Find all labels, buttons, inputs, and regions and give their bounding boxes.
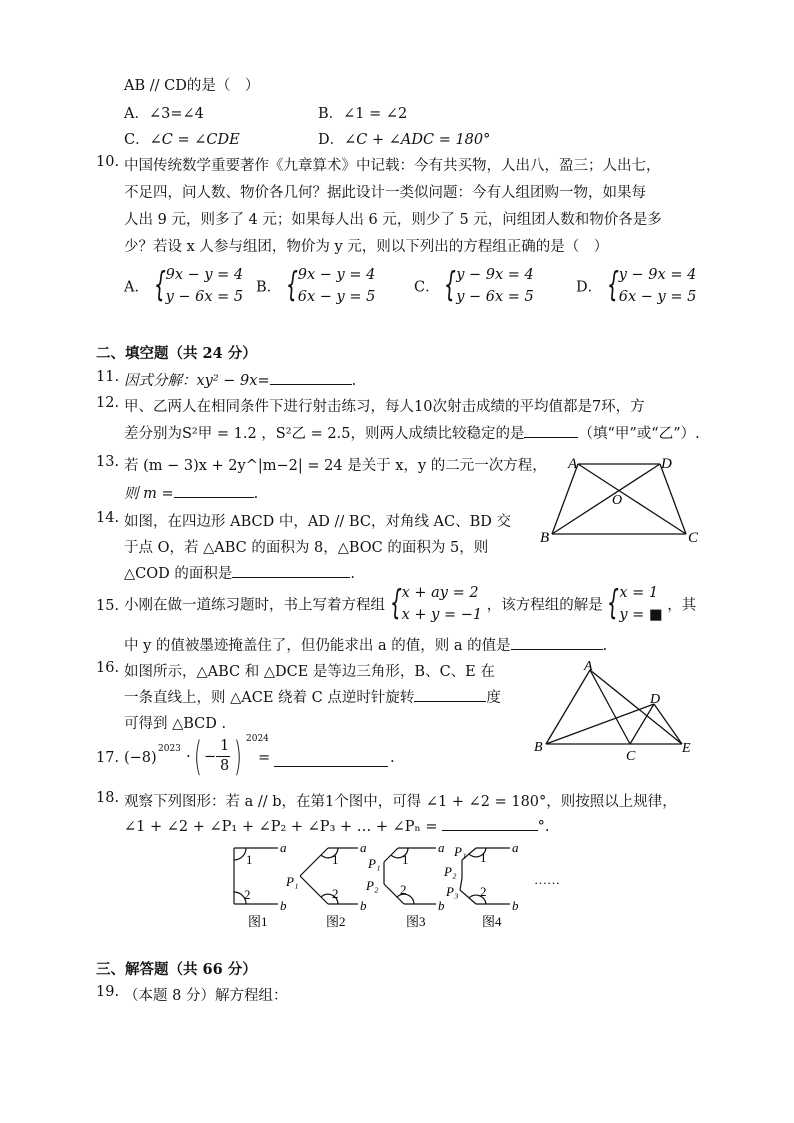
fig4-caption: 图4: [482, 914, 502, 929]
q16-line-1: 如图所示，△ABC 和 △DCE 是等边三角形，B、C、E 在: [124, 664, 495, 680]
label-o: O: [612, 493, 623, 508]
q9-option-c: C．∠C = ∠CDE: [124, 132, 240, 148]
fig18-ellipsis: ……: [534, 872, 560, 887]
q9-option-d: D．∠C + ∠ADC = 180°: [318, 132, 491, 148]
edge-de: [654, 704, 682, 744]
edge-ab: [552, 464, 578, 534]
q16-line-3: 可得到 △BCD .: [124, 716, 227, 732]
q14-line-2: 于点 O，若 △ABC 的面积为 8，△BOC 的面积为 5，则: [124, 540, 489, 556]
q10-option-a: A． { 9x − y = 4 y − 6x = 5: [124, 265, 244, 305]
q18-answer-blank[interactable]: [442, 816, 538, 831]
label-e: E: [682, 741, 691, 756]
fig3-angle-1: 1: [402, 852, 409, 867]
diagonal-ac: [578, 464, 686, 534]
fig4-angle-2: 2: [480, 884, 487, 899]
fig3-label-b: b: [438, 898, 445, 913]
fig3-label-p1: P₁: [368, 856, 381, 871]
fig2-angle-1: 1: [332, 852, 339, 867]
q9-stem-end: AB // CD的是（ ）: [124, 78, 260, 94]
q9-option-a: A．∠3=∠4: [124, 106, 204, 122]
fig3-caption: 图3: [406, 914, 426, 929]
label-c: C: [688, 530, 699, 544]
edge-ac: [590, 670, 630, 744]
fig2-caption: 图2: [326, 914, 346, 929]
q11-number: 11.: [96, 369, 120, 385]
q18-line-2: ∠1 + ∠2 + ∠P₁ + ∠P₂ + ∠P₃ + … + ∠Pₙ = °.: [124, 816, 549, 835]
fig1-label-b: b: [280, 898, 287, 913]
fig4-label-p3: P₃: [446, 884, 459, 899]
q15-line-1: 小刚在做一道练习题时，书上写着方程组 { x + ay = 2 x + y = −1 ，该方程组的解是 { x = 1 y = ■ ，其: [124, 582, 696, 626]
q14-line-3: △COD 的面积是 .: [124, 562, 355, 583]
q10-line-4: 少？若设 x 人参与组团，物价为 y 元，则以下列出的方程组正确的是（ ）: [124, 239, 609, 255]
q14-line-1: 如图，在四边形 ABCD 中，AD // BC，对角线 AC、BD 交: [124, 514, 512, 530]
q19-number: 19.: [96, 984, 120, 1000]
q10-option-c: C． { y − 9x = 4 y − 6x = 5: [414, 265, 534, 305]
fig1-angle-2: 2: [244, 887, 251, 902]
label-b: B: [540, 530, 550, 544]
q12-answer-blank[interactable]: [524, 423, 578, 438]
q13-number: 13.: [96, 454, 120, 470]
q10-number: 10.: [96, 154, 120, 170]
q15-number: 15.: [96, 598, 120, 614]
label-d: D: [661, 456, 672, 472]
fig4-label-p2: P₂: [444, 864, 457, 879]
q17-answer-blank[interactable]: [274, 752, 388, 767]
q18-line-1: 观察下列图形：若 a // b，在第1个图中，可得 ∠1 + ∠2 = 180°，则按照以上规律，: [124, 794, 677, 810]
q13-line-1: 若 (m − 3)x + 2y^|m−2| = 24 是关于 x，y 的二元一次方程，: [124, 458, 547, 474]
q18-number: 18.: [96, 790, 120, 806]
q14-number: 14.: [96, 510, 120, 526]
fig1-angle-1: 1: [246, 852, 253, 867]
label-b: B: [534, 740, 543, 755]
q15-line-2: 中 y 的值被墨迹掩盖住了，但仍能求出 a 的值，则 a 的值是 .: [124, 634, 607, 655]
q10-line-3: 人出 9 元，则多了 4 元；如果每人出 6 元，则少了 5 元，问组团人数和物价各是多: [124, 212, 662, 228]
fig3-label-a: a: [438, 840, 445, 855]
section-2-title: 二、填空题（共 24 分）: [96, 345, 257, 362]
q13-answer-blank[interactable]: [174, 483, 254, 498]
fig2-label-b: b: [360, 898, 367, 913]
q13-line-2: 则 m = .: [124, 482, 258, 503]
q15-equation-system: { x + ay = 2 x + y = −1: [389, 583, 483, 623]
q11-text: 因式分解：xy² − 9x= .: [124, 369, 356, 390]
q12-line-1: 甲、乙两人在相同条件下进行射击练习，每人10次射击成绩的平均值都是7环，方: [124, 399, 645, 415]
fig2-angle-2: 2: [332, 886, 339, 901]
fig3-angle-2: 2: [400, 882, 407, 897]
fig2-label-a: a: [360, 840, 367, 855]
edge-cd: [630, 704, 654, 744]
section-3-title: 三、解答题（共 66 分）: [96, 961, 257, 978]
q11-answer-blank[interactable]: [270, 370, 352, 385]
q10-line-2: 不足四，问人数、物价各几何？据此设计一类似问题：今有人组团购一物，如果每: [124, 185, 646, 201]
edge-ab: [546, 670, 590, 744]
q9-option-b: B．∠1 = ∠2: [318, 106, 408, 122]
q16-triangles-figure: [532, 658, 702, 762]
edge-dc: [660, 464, 686, 534]
label-d: D: [650, 692, 661, 707]
q10-line-1: 中国传统数学重要著作《九章算术》中记载：今有共买物，人出八，盈三；人出七，: [124, 158, 661, 174]
segment-bd: [546, 704, 654, 744]
fig3-label-p2: P₂: [366, 878, 379, 893]
q17-number: 17.: [96, 750, 120, 766]
q18-figures: [228, 838, 568, 930]
q10-option-d: D． { y − 9x = 4 6x − y = 5: [576, 265, 697, 305]
q16-number: 16.: [96, 660, 120, 676]
q19-text: （本题 8 分）解方程组：: [124, 988, 288, 1004]
diagonal-bd: [552, 464, 660, 534]
q15-answer-blank[interactable]: [511, 635, 603, 650]
label-c: C: [626, 749, 636, 762]
q16-line-2: 一条直线上，则 △ACE 绕着 C 点逆时针旋转 度: [124, 686, 501, 707]
q12-number: 12.: [96, 395, 120, 411]
q15-solution: { x = 1 y = ■: [607, 583, 663, 623]
fig2-label-p1: P₁: [286, 874, 299, 889]
fig1-label-a: a: [280, 840, 287, 855]
fig4-label-b: b: [512, 898, 519, 913]
fig4-label-a: a: [512, 840, 519, 855]
q12-line-2: 差分别为S²甲 = 1.2 ，S²乙 = 2.5，则两人成绩比较稳定的是 （填“甲”或“乙”）.: [124, 422, 700, 443]
fig4-label-p1: P₁: [454, 844, 467, 859]
fig1-caption: 图1: [248, 914, 268, 929]
q16-answer-blank[interactable]: [414, 687, 486, 702]
fig4-angle-1: 1: [480, 850, 487, 865]
q14-trapezoid-figure: [536, 452, 706, 544]
q14-answer-blank[interactable]: [232, 563, 350, 578]
label-a: A: [568, 456, 578, 472]
q10-option-b: B． { 9x − y = 4 6x − y = 5: [256, 265, 376, 305]
label-a: A: [584, 659, 593, 674]
